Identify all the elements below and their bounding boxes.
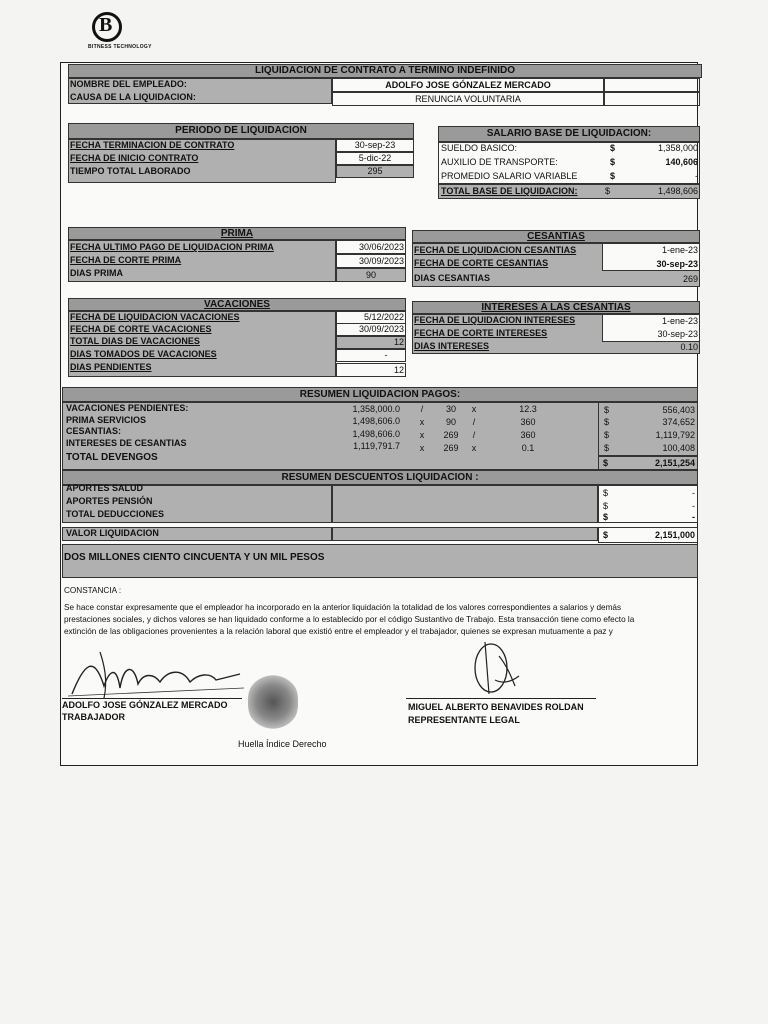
constancia-title: CONSTANCIA :: [64, 586, 122, 595]
prima-value: 30/06/2023: [358, 242, 404, 252]
vacaciones-value: 5/12/2022: [363, 312, 404, 322]
descuento-label: APORTES SALUD: [66, 483, 144, 493]
periodo-row-label: TIEMPO TOTAL LABORADO: [70, 166, 191, 176]
resumen-pagos-header: RESUMEN LIQUIDACION PAGOS:: [62, 387, 698, 402]
pago-total: 1,119,792: [655, 430, 695, 440]
pago-operator: x: [471, 443, 477, 453]
constancia-line: extinción de las obligaciones provenientes a la relación laboral que existió entre el empleador y el trabajador, quienes se expresan mutuamente a paz y: [64, 627, 613, 636]
total-devengos-label: TOTAL DEVENGOS: [66, 452, 158, 463]
prima-row-label: FECHA ULTIMO PAGO DE LIQUIDACION PRIMA: [70, 242, 274, 252]
vacaciones-header: VACACIONES: [68, 298, 406, 311]
employee-extra-cell: [604, 78, 700, 92]
worker-name: ADOLFO JOSE GÓNZALEZ MERCADO: [62, 700, 228, 710]
valor-middle-cell: [332, 527, 598, 541]
salario-row-label: PROMEDIO SALARIO VARIABLE: [441, 171, 578, 181]
worker-signature: [64, 644, 254, 702]
pago-factor: 90: [445, 417, 456, 427]
vacaciones-value: -: [384, 350, 388, 360]
salario-total-currency: $: [605, 186, 611, 196]
prima-header: PRIMA: [68, 227, 406, 240]
salario-value: 1,358,000: [657, 143, 698, 153]
prima-value: 30/09/2023: [358, 256, 404, 266]
prima-row-label: DIAS PRIMA: [70, 268, 124, 278]
descuento-value: -: [692, 512, 695, 522]
salario-currency: $: [610, 143, 616, 153]
descuento-label: TOTAL DEDUCCIONES: [66, 509, 165, 519]
representative-signature-line: [406, 698, 596, 699]
logo-letter: B: [99, 14, 113, 36]
descuento-value: -: [692, 488, 695, 498]
pago-label: VACACIONES PENDIENTES:: [66, 403, 189, 413]
salario-value: -: [695, 171, 698, 181]
vacaciones-row-label: TOTAL DIAS DE VACACIONES: [70, 336, 200, 346]
periodo-value: 295: [367, 166, 383, 176]
cause-value: RENUNCIA VOLUNTARIA: [415, 94, 521, 104]
worker-signature-line: [62, 698, 242, 699]
pago-currency: $: [604, 443, 610, 453]
pago-total: 556,403: [662, 405, 695, 415]
salario-value: 140,606: [665, 157, 698, 167]
pago-label: PRIMA SERVICIOS: [66, 415, 147, 425]
fingerprint: [248, 674, 298, 730]
pago-factor: 12.3: [519, 404, 537, 414]
pago-currency: $: [604, 430, 610, 440]
cesantias-row-label: FECHA DE CORTE CESANTIAS: [414, 258, 549, 268]
pago-factor: 0.1: [521, 443, 535, 453]
salario-total-label: TOTAL BASE DE LIQUIDACION:: [441, 186, 578, 196]
vacaciones-value: 12: [393, 337, 404, 347]
pago-total: 374,652: [662, 417, 695, 427]
pagos-totals-column: [598, 402, 698, 456]
pago-factor: 360: [520, 430, 536, 440]
salario-header: SALARIO BASE DE LIQUIDACION:: [438, 126, 700, 142]
vacaciones-value: 30/09/2023: [358, 324, 404, 334]
pago-base: 1,358,000.0: [352, 404, 400, 414]
worker-role: TRABAJADOR: [62, 712, 125, 722]
vacaciones-row-label: DIAS TOMADOS DE VACACIONES: [70, 349, 217, 359]
vacaciones-value: 12: [393, 365, 404, 375]
cesantias-value: 1-ene-23: [661, 245, 698, 255]
valor-words: DOS MILLONES CIENTO CINCUENTA Y UN MIL PESOS: [64, 552, 325, 563]
salario-row-label: SUELDO BASICO:: [441, 143, 518, 153]
pago-operator: x: [419, 417, 425, 427]
constancia-line: prestaciones sociales, y dichos valores se han liquidado conforme a lo establecido por el código Sustantivo de Trabajo. Esta transacción tiene como efecto la: [64, 615, 635, 624]
vacaciones-row-label: DIAS PENDIENTES: [70, 362, 152, 372]
pago-operator: /: [420, 404, 424, 414]
pago-total: 100,408: [662, 443, 695, 453]
valor-label: VALOR LIQUIDACION: [66, 528, 159, 538]
document-title: LIQUIDACION DE CONTRATO A TERMINO INDEFINIDO: [68, 64, 702, 78]
representative-name: MIGUEL ALBERTO BENAVIDES ROLDAN: [408, 702, 584, 712]
representative-role: REPRESENTANTE LEGAL: [408, 715, 520, 725]
pago-currency: $: [604, 405, 610, 415]
periodo-value: 30-sep-23: [354, 140, 396, 150]
pago-base: 1,119,791.7: [353, 441, 400, 451]
pago-operator: x: [419, 430, 425, 440]
pago-factor: 269: [443, 430, 459, 440]
salario-currency: $: [610, 171, 616, 181]
resumen-descuentos-header: RESUMEN DESCUENTOS LIQUIDACION :: [62, 470, 698, 485]
cesantias-row-label: DIAS CESANTIAS: [414, 273, 491, 283]
pago-operator: /: [472, 417, 476, 427]
periodo-header: PERIODO DE LIQUIDACION: [68, 123, 414, 139]
periodo-value: 5-dic-22: [358, 153, 392, 163]
cause-extra-cell: [604, 92, 700, 106]
fingerprint-label: Huella Índice Derecho: [238, 739, 327, 749]
intereses-value: 30-sep-23: [657, 329, 698, 339]
cesantias-value: 30-sep-23: [656, 259, 698, 269]
pago-operator: /: [472, 430, 476, 440]
pago-label: CESANTIAS:: [66, 426, 122, 436]
vacaciones-row-label: FECHA DE CORTE VACACIONES: [70, 324, 212, 334]
pago-label: INTERESES DE CESANTIAS: [66, 438, 187, 448]
descuento-currency: $: [603, 488, 609, 498]
periodo-row-label: FECHA TERMINACION DE CONTRATO: [70, 140, 235, 150]
pago-factor: 30: [445, 404, 456, 414]
total-devengos-currency: $: [603, 458, 609, 468]
intereses-header: INTERESES A LAS CESANTIAS: [412, 301, 700, 314]
intereses-row-label: DIAS INTERESES: [414, 341, 490, 351]
valor-currency: $: [603, 530, 609, 540]
intereses-value: 1-ene-23: [661, 316, 698, 326]
pago-currency: $: [604, 417, 610, 427]
periodo-row-label: FECHA DE INICIO CONTRATO: [70, 153, 199, 163]
descuentos-middle-bg: [332, 485, 598, 523]
descuento-currency: $: [603, 512, 609, 522]
employee-name: ADOLFO JOSE GÓNZALEZ MERCADO: [385, 80, 551, 90]
pago-factor: 269: [443, 443, 459, 453]
intereses-row-label: FECHA DE LIQUIDACION INTERESES: [414, 315, 576, 325]
valor-value: 2,151,000: [654, 530, 695, 540]
pago-base: 1,498,606.0: [352, 416, 400, 426]
salario-currency: $: [610, 157, 616, 167]
pago-operator: x: [471, 404, 477, 414]
logo-text: BITNESS TECHNOLOGY: [88, 44, 152, 50]
intereses-row-label: FECHA DE CORTE INTERESES: [414, 328, 548, 338]
cesantias-row-label: FECHA DE LIQUIDACION CESANTIAS: [414, 245, 577, 255]
descuento-value: -: [692, 501, 695, 511]
descuento-label: APORTES PENSIÓN: [66, 496, 153, 506]
salario-total-value: 1,498,606: [657, 186, 698, 196]
representative-signature: [455, 636, 535, 700]
constancia-line: Se hace constar expresamente que el empleador ha incorporado en la anterior liquidación la totalidad de los valores correspondientes a salarios y demás: [64, 603, 622, 612]
total-devengos-value: 2,151,254: [654, 458, 695, 468]
vacaciones-row-label: FECHA DE LIQUIDACION VACACIONES: [70, 312, 240, 322]
intereses-value: 0.10: [680, 342, 698, 352]
pago-base: 1,498,606.0: [352, 429, 400, 439]
pago-factor: 360: [520, 417, 536, 427]
cesantias-value: 269: [682, 274, 698, 284]
employee-name-label: NOMBRE DEL EMPLEADO:: [70, 79, 187, 89]
prima-value: 90: [365, 270, 376, 280]
descuento-currency: $: [603, 501, 609, 511]
salario-row-label: AUXILIO DE TRANSPORTE:: [441, 157, 558, 167]
pago-operator: x: [419, 443, 425, 453]
cause-label: CAUSA DE LA LIQUIDACION:: [70, 92, 196, 102]
prima-row-label: FECHA DE CORTE PRIMA: [70, 255, 182, 265]
cesantias-header: CESANTIAS: [412, 230, 700, 243]
